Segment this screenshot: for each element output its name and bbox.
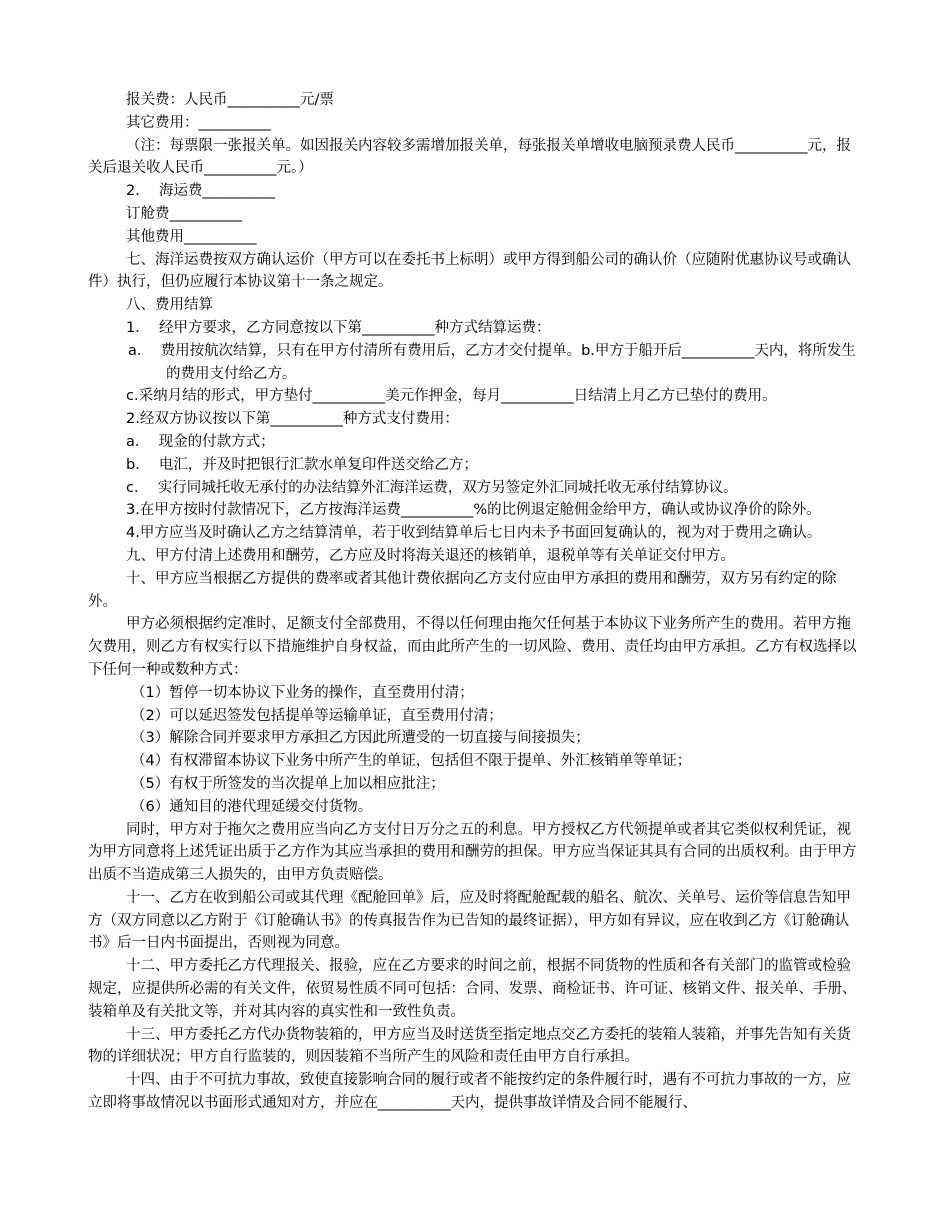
paragraph: 4.甲方应当及时确认乙方之结算清单，若于收到结算单后七日内未予书面回复确认的，视为对于费用之确认。 [126, 525, 822, 542]
paragraph: 2.经双方协议按以下第__________种方式支付费用： [126, 411, 459, 428]
paragraph: （注：每票限一张报关单。如因报关内容较多需增加报关单，每张报关单增收电脑预录费人民币__________元，报关后退关收人民币__________元。） [88, 137, 851, 177]
paragraph: c． 实行同城托收无承付的办法结算外汇海洋运费，双方另签定外汇同城托收无承付结算协议。 [126, 479, 738, 496]
paragraph: 十二、甲方委托乙方代理报关、报验，应在乙方要求的时间之前，根据不同货物的性质和各有关部门的监管或检验规定，应提供所必需的有关文件，依贸易性质不同可包括：合同、发票、商检证书、许可证、核销文件、报关单、手册、装箱单及有关批文等，并对其内容的真实性和一致性负责。 [88, 958, 857, 1020]
document-body [88, 89, 864, 1115]
paragraph: 十三、甲方委托乙方代办货物装箱的，甲方应当及时送货至指定地点交乙方委托的装箱人装箱，并事先告知有关货物的详细状况；甲方自行监装的，则因装箱不当所产生的风险和责任由甲方自行承担。 [88, 1026, 851, 1066]
paragraph: 其它费用：__________ [126, 114, 271, 131]
paragraph: a． 现金的付款方式； [126, 433, 275, 450]
paragraph: （2）可以延迟签发包括提单等运输单证，直至费用付清； [131, 707, 503, 724]
paragraph: 十、甲方应当根据乙方提供的费率或者其他计费依据向乙方支付应由甲方承担的费用和酬劳，双方另有约定的除外。 [88, 570, 837, 610]
paragraph: （3）解除合同并要求甲方承担乙方因此所遭受的一切直接与间接损失； [131, 730, 590, 747]
paragraph: 十四、由于不可抗力事故，致使直接影响合同的履行或者不能按约定的条件履行时，遇有不可抗力事故的一方，应立即将事故情况以书面形式通知对方，并应在__________天内，提供事故详情及合同不能履行、 [88, 1072, 851, 1112]
paragraph: a． 费用按航次结算，只有在甲方付清所有费用后，乙方才交付提单。b.甲方于船开后__________天内，将所发生的费用支付给乙方。 [128, 342, 856, 382]
paragraph: 其他费用__________ [126, 228, 257, 245]
paragraph: b． 电汇，并及时把银行汇款水单复印件送交给乙方； [126, 456, 478, 473]
paragraph: （1）暂停一切本协议下业务的操作，直至费用付清； [131, 684, 474, 701]
paragraph: 十一、乙方在收到船公司或其代理《配舱回单》后，应及时将配舱配载的船名、航次、关单号、运价等信息告知甲方（双方同意以乙方附于《订舱确认书》的传真报告作为已告知的最终证据），甲方如有异议，应在收到乙方《订舱确认书》后一日内书面提出，否则视为同意。 [88, 889, 851, 952]
paragraph: （4）有权滞留本协议下业务中所产生的单证，包括但不限于提单、外汇核销单等单证； [131, 753, 692, 770]
paragraph: 甲方必须根据约定准时、足额支付全部费用，不得以任何理由拖欠任何基于本协议下业务所产生的费用。若甲方拖欠费用，则乙方有权实行以下措施维护自身权益，而由此所产生的一切风险、费用、责任均由甲方承担。乙方有权选择以下任何一种或数种方式： [88, 616, 857, 678]
paragraph: 报关费：人民币__________元/票 [126, 92, 334, 108]
paragraph: （6）通知目的港代理延缓交付货物。 [131, 798, 373, 815]
paragraph: 2． 海运费__________ [126, 183, 275, 200]
paragraph: 1． 经甲方要求，乙方同意按以下第__________种方式结算运费： [126, 319, 551, 336]
paragraph: 同时，甲方对于拖欠之费用应当向乙方支付日万分之五的利息。甲方授权乙方代领提单或者其它类似权利凭证，视为甲方同意将上述凭证出质于乙方作为其应当承担的费用和酬劳的担保。甲方应当保证其具有合同的出质权利。由于甲方出质不当造成第三人损失的，由甲方负责赔偿。 [88, 821, 857, 884]
paragraph: （5）有权于所签发的当次提单上加以相应批注； [131, 775, 445, 792]
paragraph: 3.在甲方按时付款情况下，乙方按海洋运费__________%的比例退定舱佣金给甲方，确认或协议净价的除外。 [126, 502, 821, 519]
paragraph: 九、甲方付清上述费用和酬劳，乙方应及时将海关退还的核销单，退税单等有关单证交付甲方。 [126, 547, 735, 564]
paragraph: 八、费用结算 [126, 297, 213, 314]
paragraph: 订舱费__________ [126, 205, 242, 222]
paragraph: c.采纳月结的形式，甲方垫付__________美元作押金，每月__________日结清上月乙方已垫付的费用。 [126, 388, 777, 405]
paragraph: 七、海洋运费按双方确认运价（甲方可以在委托书上标明）或甲方得到船公司的确认价（应随附优惠协议号或确认件）执行，但仍应履行本协议第十一条之规定。 [88, 251, 851, 291]
